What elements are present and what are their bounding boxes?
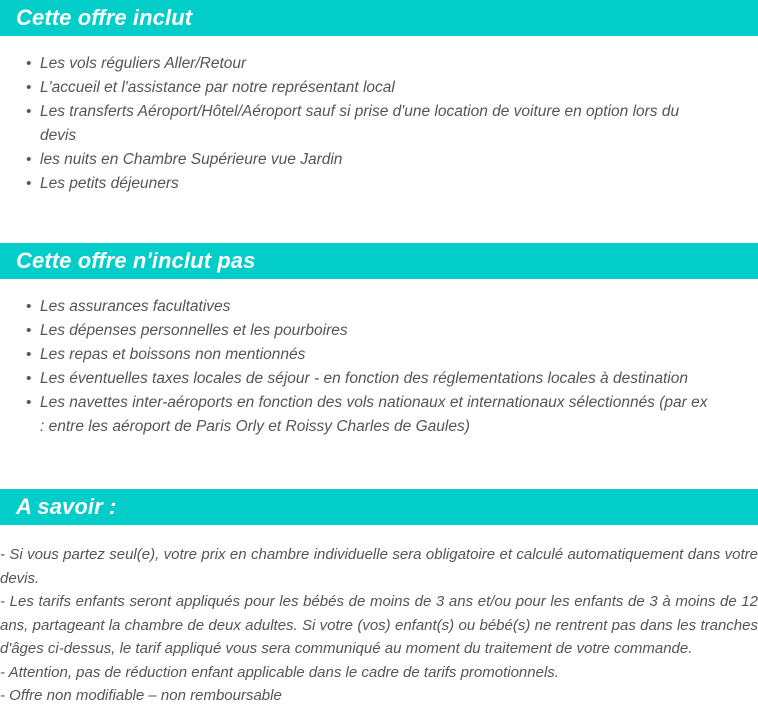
- list-item: • Les repas et boissons non mentionnés: [0, 343, 758, 367]
- section-header-notes: A savoir :: [0, 489, 758, 525]
- list-item: • Les vols réguliers Aller/Retour: [0, 52, 758, 76]
- spacer-after-includes-header: [0, 36, 758, 52]
- note-paragraph: - Les tarifs enfants seront appliqués pour les bébés de moins de 3 ans et/ou pour les enfants de 3 à moins de 12 ans, partageant la chambre de deux adultes. Si votre (vos) enfant(s) ou bébé(s) ne rentrent pas dans les tranches d'âges ci-dessus, le tarif appliqué vous sera communiqué au moment du traitement de votre commande.: [0, 593, 758, 657]
- list-item: • L'accueil et l'assistance par notre représentant local: [0, 76, 758, 100]
- note-paragraph: - Offre non modifiable – non remboursable: [0, 687, 282, 704]
- spacer-before-notes-header: [0, 439, 758, 489]
- notes-body: [0, 543, 758, 708]
- list-item: • Les dépenses personnelles et les pourboires: [0, 319, 758, 343]
- note-paragraph: - Si vous partez seul(e), votre prix en chambre individuelle sera obligatoire et calculé automatiquement dans votre devis.: [0, 546, 758, 587]
- list-item: • Les petits déjeuners: [0, 172, 758, 196]
- excludes-list: [0, 295, 758, 439]
- note-paragraph: - Attention, pas de réduction enfant applicable dans le cadre de tarifs promotionnels.: [0, 663, 559, 681]
- includes-list: [0, 52, 758, 196]
- spacer-after-notes-header: [0, 525, 758, 543]
- spacer-before-excludes-header: [0, 196, 758, 243]
- list-item: • Les transferts Aéroport/Hôtel/Aéroport sauf si prise d'une location de voiture en option lors du devis: [0, 100, 758, 148]
- spacer-after-excludes-header: [0, 279, 758, 295]
- list-item: • Les assurances facultatives: [0, 295, 758, 319]
- section-header-includes: Cette offre inclut: [0, 0, 758, 36]
- list-item: • Les navettes inter-aéroports en fonction des vols nationaux et internationaux sélectionnés (par ex : entre les aéroport de Paris Orly et Roissy Charles de Gaules): [0, 391, 758, 439]
- list-item: • Les éventuelles taxes locales de séjour - en fonction des réglementations locales à destination: [0, 367, 758, 391]
- section-header-excludes: Cette offre n'inclut pas: [0, 243, 758, 279]
- list-item: • les nuits en Chambre Supérieure vue Jardin: [0, 148, 758, 172]
